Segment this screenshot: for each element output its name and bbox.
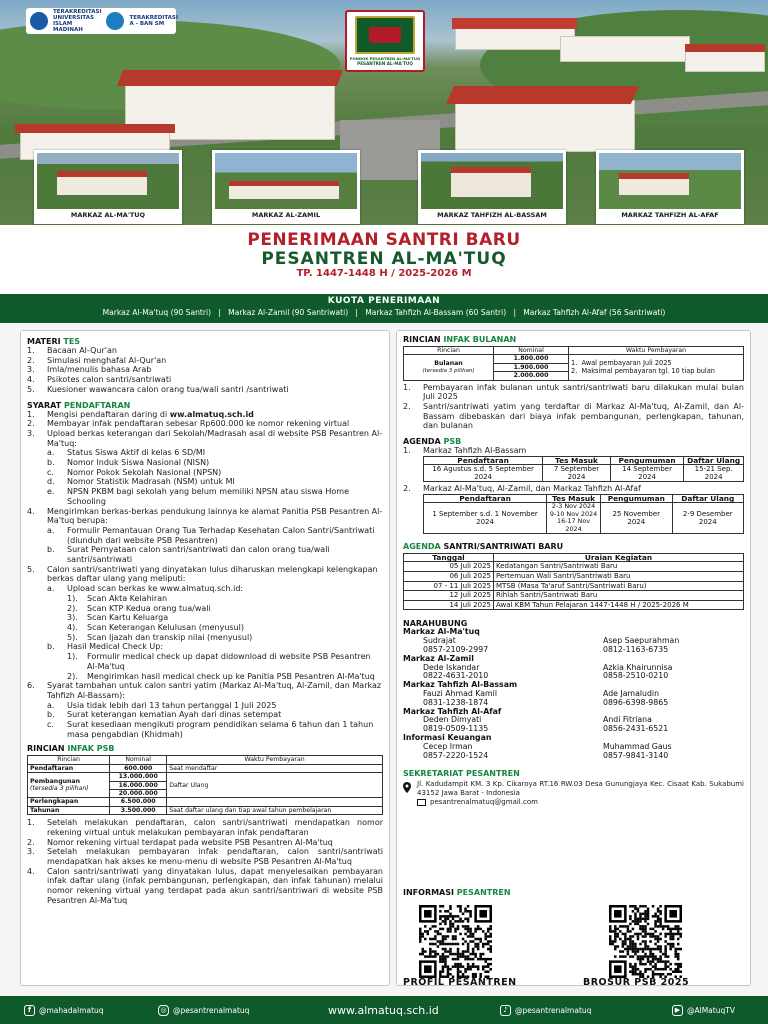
sekretariat-block	[403, 780, 744, 807]
logo-caption-2: PESANTREN AL-MA'TUQ	[357, 61, 413, 66]
syarat-list: 1. Mengisi pendaftaran daring di ww.almatuq.sch.id 2. Membayar infak pendaftaran sebesar Rp600.000 ke nomor rekening virtual 3. Upload berkas keterangan dari Sekolah/Madrasah asal di website PSB Pesantren Al-Ma'tuq: a. Status Siswa Aktif di kelas 6 SD/MI b. Nomor Induk Siswa Nasional (NISN) c. Nomor Pokok Sekolah Nasional (NPSN) d. Nomor Statistik Madrasah (NSM) untuk MI e. NPSN PKBM bagi sekolah yang belum memiliki NPSN atau siswa Home Schooling 4. Mengirimkan berkas-berkas pendukung lainnya ke alamat Panitia PSB Pesantren Al-Ma'tuq berupa: a. Formulir Pemantauan Orang Tua Terhadap Kesehatan Calon Santri/Santriwati (diunduh dari website PSB Pesantren) b. Surat Pernyataan calon santri/santriwati dan calon orang tua/wali santri/santriwati 5. Calon santri/santriwati yang dinyatakan lulus diharuskan melengkapi kelengkapan berkas daftar ulang yang meliputi: a. Upload scan berkas ke www.almatuq.sch.id: 1). Scan Akta Kelahiran 2). Scan KTP Kedua orang tua/wali 3). Scan Kartu Keluarga 4). Scan Keterangan Kelulusan (menyusul) 5). Scan Ijazah dan transkip nilai (menyusul) b. Hasil Medical Check Up: 1). Formulir medical check up dapat didownload di website PSB Pesantren Al-Ma'tuq 2). Mengirimkan hasil medical check up ke Panitia PSB Pesantren Al-Ma'tuq 6. Syarat tambahan untuk calon santri yatim (Markaz Al-Ma'tuq, Al-Zamil, dan Markaz Tahfizh Al-Bassam): a. Usia tidak lebih dari 13 tahun pertanggal 1 Juli 2025 b. Surat keterangan kematian Ayah dari dinas setempat c. Surat kesediaan mengikuti program pendidikan selama 6 tahun dan 1 tahun masa pengabdian (Khidmah)	[27, 409, 383, 739]
accreditation-text-1: TERAKREDITASI UNIVERSITAS ISLAM MADINAH	[53, 9, 102, 33]
website-link[interactable]: ww.almatuq.sch.id	[169, 409, 254, 419]
agenda-psb-heading: AGENDA PSB	[403, 437, 462, 447]
content-area	[0, 324, 768, 996]
thumb-label: MARKAZ TAHFIZH AL-AFAF	[621, 211, 719, 219]
markaz-thumbnails	[0, 150, 768, 225]
agenda-psb-group-2: 2. Markaz Al-Ma'tuq, Al-Zamil, dan Markaz Tahfizh Al-Afaf	[403, 484, 641, 494]
thumb-label: MARKAZ AL-MA'TUQ	[70, 211, 146, 219]
agenda-psb-table-1: Pendaftaran Tes Masuk Pengumuman Daftar Ulang 16 Agustus s.d. 5 September 2024 7 September 2024 14 September 2024 15-21 Sep. 2024	[423, 456, 744, 482]
qr-code-brosur[interactable]	[593, 905, 698, 978]
qr-code-profil[interactable]	[403, 905, 508, 978]
pesantren-logo	[345, 10, 425, 72]
thumb-alafaf	[596, 150, 744, 224]
thumb-alzamil	[212, 150, 360, 224]
syarat-heading: SYARAT PENDAFTARAN	[27, 400, 131, 410]
thumb-label: MARKAZ AL-ZAMIL	[251, 211, 321, 219]
sekretariat-heading: SEKRETARIAT PESANTREN	[403, 769, 520, 779]
logo-emblem-icon	[355, 16, 415, 54]
infak-psb-notes: 1. Setelah melakukan pendaftaran, calon santri/santriwati mendapatkan nomor rekening virtual untuk melakukan pembayaran infak pendaftaran 2. Nomor rekening virtual terdapat pada website PSB Pesantren Al-Ma'tuq 3. Setelah melakukan pembayaran infak pendaftaran, calon santri/santriwati mendapatkan hak akses ke menu-menu di website PSB Pesantren Al-Ma'tuq 4. Calon santri/santriwati yang dinyatakan lulus, dapat menyelesaikan pembayaran infak daftar ulang (infak pembangunan, perlengkapan, dan infak tahunan) melalui nomor rekening virtual yang terdapat pada akun santri/santriwari di website PSB Pesantren Al-Ma'tuq	[27, 818, 383, 905]
title-line-1: PENERIMAAN SANTRI BARU	[247, 230, 521, 250]
kuota-bar	[0, 294, 768, 323]
facebook-icon: f	[24, 1005, 35, 1016]
infak-bulanan-notes: 1. Pembayaran infak bulanan untuk santri/santriwati baru dilakukan mulai bulan Juli 2025 2. Santri/santriwati yatim yang terdaftar di Markaz Al-Ma'tuq, Al-Zamil, dan Al-Bassam dibebaskan dari biaya infak pembangunan, perlengkapan, tahunan, dan bulanan	[403, 382, 744, 431]
right-column	[396, 330, 751, 986]
accreditation-badges	[26, 8, 176, 34]
infak-psb-table: Rincian Nominal Waktu Pembayaran Pendaftaran 600.000 Saat mendaftar Pembangunan (tersedia 3 pilihan) 13.000.000 Daftar Ulang 16.000.000 20.000.000 Perlengkapan 6.500.000 Tahunan 3.500.000 Saat daftar ulang dan tiap awal tahun pembelajaran	[27, 755, 383, 815]
footer-bar	[0, 996, 768, 1024]
materi-list: 1. Bacaan Al-Qur'an 2. Simulasi menghafal Al-Qur'an 3. Imla/menulis bahasa Arab 4. Psikotes calon santri/santriwati 5. Kuesioner wawancara calon orang tua/wali santri /santriwati	[27, 346, 289, 394]
youtube-icon: ▶	[672, 1005, 683, 1016]
tiktok-icon: ♪	[500, 1005, 511, 1016]
qr-codes	[403, 905, 743, 988]
tiktok-link[interactable]: ♪ @pesantrenalmatuq	[500, 1005, 591, 1016]
instagram-link[interactable]: ◎ @pesantrenalmatuq	[158, 1005, 249, 1016]
table-row: 14 Juli 2025 Awal KBM Tahun Pelajaran 1447-1448 H / 2025-2026 M	[404, 600, 744, 610]
page-title-block	[0, 230, 768, 279]
title-line-2: PESANTREN AL-MA'TUQ	[261, 249, 507, 269]
instagram-icon: ◎	[158, 1005, 169, 1016]
infak-bulanan-table: Rincian Nominal Waktu Pembayaran Bulanan (tersedia 3 pilihan) 1.800.000 1. Awal pembayaran Juli 2025 2. Maksimal pembayaran tgl. 10 tiap bulan 1.900.000 2.000.000	[403, 346, 744, 381]
materi-heading: MATERI TES	[27, 337, 81, 346]
narahubung-heading: NARAHUBUNG	[403, 619, 468, 629]
table-row: 05 Juli 2025 Kedatangan Santri/Santriwati Baru	[404, 562, 744, 572]
title-line-3: TP. 1447-1448 H / 2025-2026 M	[296, 268, 472, 279]
agenda-psb-table-2: Pendaftaran Tes Masuk Pengumuman Daftar Ulang 1 September s.d. 1 November 2024 2-3 Nov 2024 9-10 Nov 2024 16-17 Nov 2024 25 November 2024 2-9 Desember 2024	[423, 494, 744, 534]
youtube-link[interactable]: ▶ @AlMatuqTV	[672, 1005, 735, 1016]
informasi-heading: INFORMASI PESANTREN	[403, 888, 511, 897]
website-footer-link[interactable]: www.almatuq.sch.id	[328, 1003, 439, 1017]
facebook-link[interactable]: f @mahadalmatuq	[24, 1005, 104, 1016]
university-seal-icon	[30, 12, 48, 30]
address-text: Jl. Kadudampit KM. 3 Kp. Cikaroya RT.16 RW.03 Desa Gunungjaya Kec. Cisaat Kab. Sukabumi 43152 Jawa Barat - Indonesia	[417, 780, 744, 797]
qr-label-brosur: BROSUR PSB 2025	[583, 977, 690, 988]
thumb-albassam	[418, 150, 566, 224]
agenda-santri-heading: AGENDA SANTRI/SANTRIWATI BARU	[403, 541, 564, 551]
logo-caption-1: PONDOK PESANTREN AL-MA'TUQ	[349, 56, 421, 61]
agenda-psb-group-1: 1. Markaz Tahfizh Al-Bassam	[403, 446, 527, 456]
thumb-label: MARKAZ TAHFIZH AL-BASSAM	[437, 211, 547, 219]
location-pin-icon	[403, 782, 411, 792]
accreditation-text-2: TERAKREDITASI A - BAN SM	[129, 15, 178, 27]
email-icon	[417, 799, 426, 806]
kuota-items: Markaz Al-Ma'tuq (90 Santri) | Markaz Al-Zamil (90 Santriwati) | Markaz Tahfizh Al-Bassam (60 Santri) | Markaz Tahfizh Al-Afaf (56 Santriwati)	[102, 308, 666, 317]
qr-label-profil: PROFIL PESANTREN	[403, 977, 517, 988]
table-row: 07 - 11 Juli 2025 MTSB (Masa Ta'aruf Santri/Santriwati Baru)	[404, 581, 744, 591]
agenda-santri-table: Tanggal Uraian Kegiatan 05 Juli 2025 Kedatangan Santri/Santriwati Baru 06 Juli 2025 Pertemuan Wali Santri/Santriwati Baru 07 - 11 Juli 2025 MTSB (Masa Ta'aruf Santri/Santriwati Baru) 12 Juli 2025 Rihlah Santri/Santriwati Baru 14 Juli 2025 Awal KBM Tahun Pelajaran 1447-1448 H / 2025-2026 M	[403, 553, 744, 610]
infak-bulanan-heading: RINCIAN INFAK BULANAN	[403, 335, 517, 344]
left-column	[20, 330, 390, 986]
narahubung-list: Markaz Al-Ma'tuq Sudrajat Asep Saepurahman 0857-2109-2997 0812-1163-6735 Markaz Al-Zamil Dede Iskandar Azkia Khairunnisa 0822-4631-2010 0858-2510-0210 Markaz Tahfizh Al-Bassam Fauzi Ahmad Kamil Ade Jamaludin 0831-1238-1874 0896-6398-9865 Markaz Tahfizh Al-Afaf Deden Dimyati Andi Fitriana 0819-0509-1135 0856-2431-6521 Informasi Keuangan Cecep Irman Muhammad Gaus 0857-2220-1524 0857-9841-3140	[403, 627, 680, 760]
infak-psb-heading: RINCIAN INFAK PSB	[27, 744, 115, 754]
email-link[interactable]: pesantrenalmatuq@gmail.com	[430, 798, 538, 807]
ban-sm-seal-icon	[106, 12, 124, 30]
kuota-title: KUOTA PENERIMAAN	[327, 296, 441, 306]
campus-banner	[0, 0, 768, 225]
thumb-almatuq	[34, 150, 182, 224]
table-row: 06 Juli 2025 Pertemuan Wali Santri/Santriwati Baru	[404, 571, 744, 581]
table-row: 12 Juli 2025 Rihlah Santri/Santriwati Baru	[404, 591, 744, 601]
